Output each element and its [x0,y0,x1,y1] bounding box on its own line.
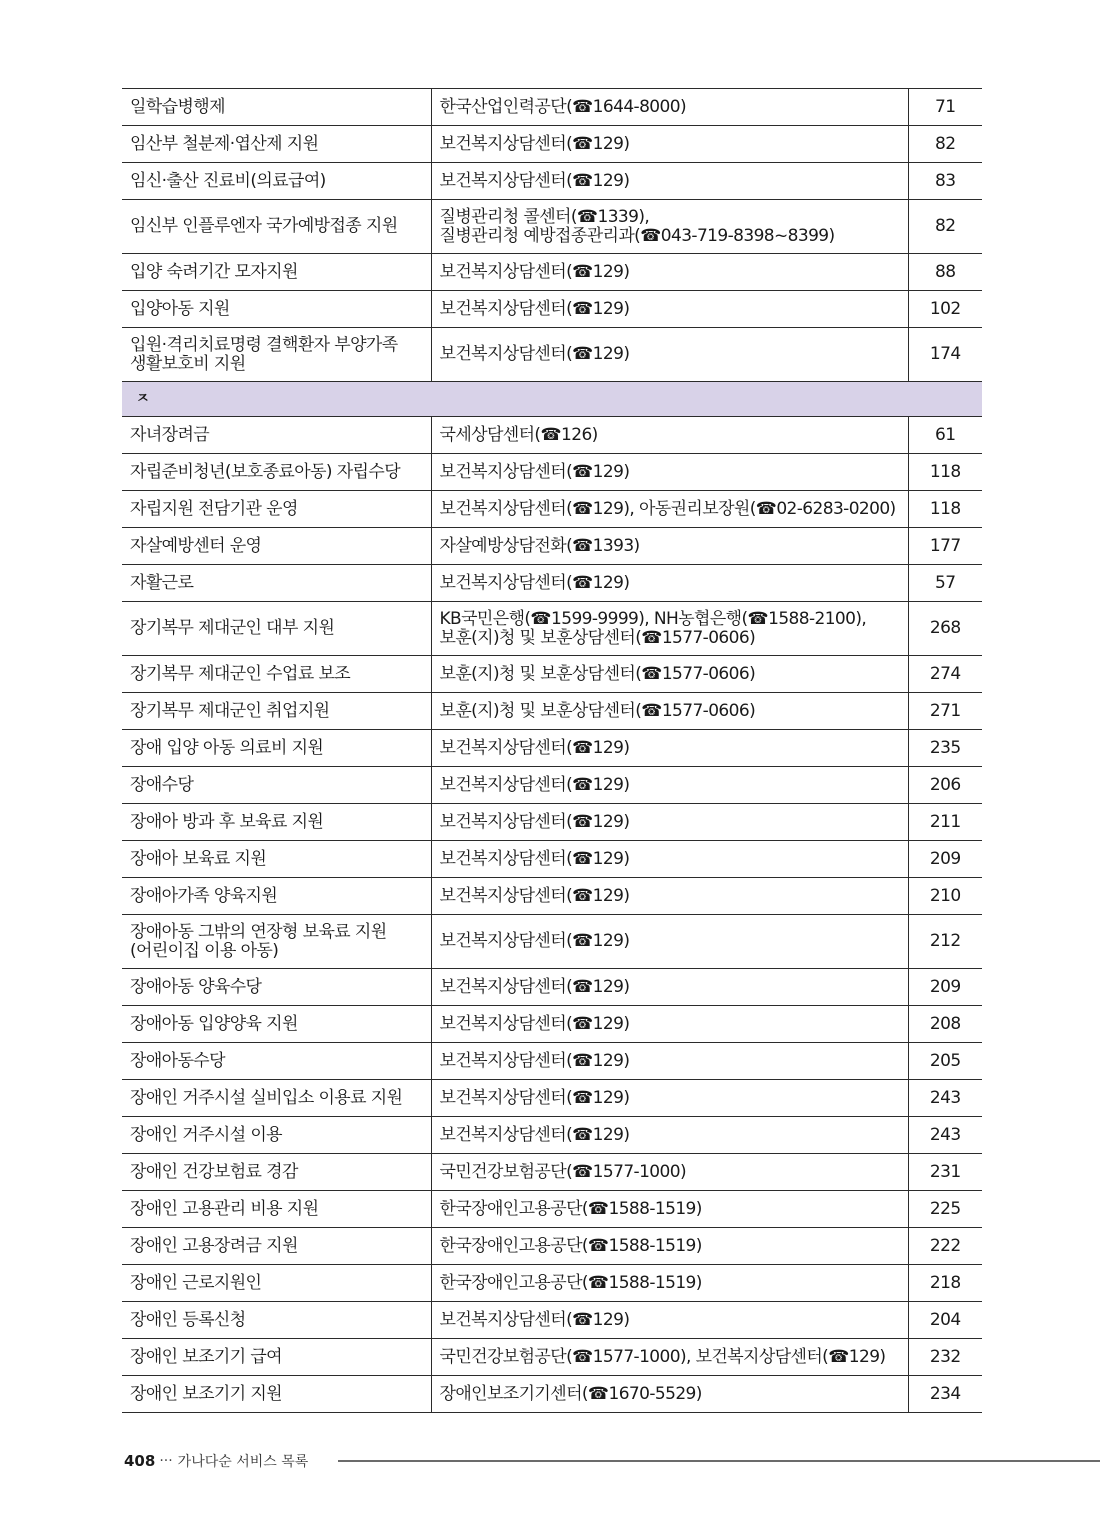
table-row [122,1265,982,1302]
service-name-line: 자살예방센터 운영 [130,535,262,556]
table-row [122,841,982,878]
contact-cell [431,730,908,767]
table-row [122,565,982,602]
contact-cell [431,1191,908,1228]
contact-cell [431,528,908,565]
table-row [122,417,982,454]
contact-cell [431,1080,908,1117]
table-row [122,878,982,915]
page-number-cell: 61 [908,417,982,454]
table-row [122,730,982,767]
contact-cell [431,841,908,878]
service-name-line: 장애아 보육료 지원 [130,848,267,869]
page-number-cell: 222 [908,1228,982,1265]
table-row [122,163,982,200]
contact-line: 보훈(지)청 및 보훈상담센터(☎1577-0606) [439,663,756,684]
contact-line: 보건복지상담센터(☎129) [439,1087,630,1108]
service-name-cell [122,417,431,454]
contact-cell [431,291,908,328]
service-name-line: 장애수당 [130,774,194,795]
contact-cell [431,878,908,915]
service-name-cell [122,915,431,969]
table-row [122,969,982,1006]
contact-line: 국민건강보험공단(☎1577-1000) [439,1161,686,1182]
contact-line: 보건복지상담센터(☎129) [439,976,630,997]
service-name-cell [122,1191,431,1228]
contact-line: 보건복지상담센터(☎129) [439,885,630,906]
page-number-cell: 102 [908,291,982,328]
service-name-line: 자립지원 전담기관 운영 [130,498,298,519]
service-name-line: 장애아 방과 후 보육료 지원 [130,811,324,832]
contact-cell [431,1302,908,1339]
contact-cell [431,1339,908,1376]
contact-line: 보건복지상담센터(☎129) [439,461,630,482]
service-name-cell [122,1154,431,1191]
service-name-cell [122,1228,431,1265]
service-name-line: 생활보호비 지원 [130,353,246,374]
page-number-cell: 232 [908,1339,982,1376]
contact-line: 보건복지상담센터(☎129) [439,298,630,319]
contact-line: 보건복지상담센터(☎129), 아동권리보장원(☎02-6283-0200) [439,498,896,519]
contact-cell [431,254,908,291]
service-name-cell [122,730,431,767]
service-name-line: 일학습병행제 [130,96,225,117]
page-number-cell: 268 [908,602,982,656]
contact-line: 보건복지상담센터(☎129) [439,811,630,832]
page-number-cell: 235 [908,730,982,767]
page-number-cell: 234 [908,1376,982,1413]
page-number-cell: 57 [908,565,982,602]
contact-cell [431,656,908,693]
section-header-row [122,382,982,417]
service-index-table [122,88,982,1413]
service-name-cell [122,1302,431,1339]
page-number-cell: 205 [908,1043,982,1080]
contact-line: 장애인보조기기센터(☎1670-5529) [439,1383,702,1404]
contact-cell [431,417,908,454]
page-number-cell: 118 [908,491,982,528]
service-name-cell [122,454,431,491]
service-name-cell [122,1376,431,1413]
contact-cell [431,163,908,200]
contact-cell [431,1043,908,1080]
service-name-cell [122,1043,431,1080]
contact-line: 한국산업인력공단(☎1644-8000) [439,96,686,117]
service-name-line: 자녀장려금 [130,424,210,445]
contact-cell [431,1228,908,1265]
contact-line: 보건복지상담센터(☎129) [439,1050,630,1071]
table-row [122,767,982,804]
page-number-cell: 274 [908,656,982,693]
page-footer [124,1451,308,1471]
contact-line: 국세상담센터(☎126) [439,424,598,445]
table-row [122,1154,982,1191]
contact-line: 보건복지상담센터(☎129) [439,133,630,154]
table-row [122,1006,982,1043]
contact-cell [431,915,908,969]
contact-cell [431,1154,908,1191]
page-number-cell: 211 [908,804,982,841]
service-name-line: 장애아동 그밖의 연장형 보육료 지원 [130,921,387,942]
contact-line: 보건복지상담센터(☎129) [439,1309,630,1330]
table-row [122,328,982,382]
page-number-cell: 225 [908,1191,982,1228]
contact-line: 자살예방상담전화(☎1393) [439,535,640,556]
page-number-cell: 88 [908,254,982,291]
page-number-cell: 82 [908,126,982,163]
contact-line: 질병관리청 콜센터(☎1339), [439,206,650,227]
table-row [122,1191,982,1228]
table-row [122,528,982,565]
contact-line: 보건복지상담센터(☎129) [439,261,630,282]
service-name-line: 입양아동 지원 [130,298,230,319]
table-row [122,1302,982,1339]
table-row [122,602,982,656]
contact-line: 보훈(지)청 및 보훈상담센터(☎1577-0606) [439,700,756,721]
section-header-label: ㅈ [122,382,982,417]
page-number-cell: 243 [908,1080,982,1117]
service-name-cell [122,126,431,163]
page-number-cell: 71 [908,89,982,126]
service-name-cell [122,1117,431,1154]
table-row [122,454,982,491]
table-row [122,89,982,126]
service-name-line: 장기복무 제대군인 대부 지원 [130,618,335,638]
table-row [122,1228,982,1265]
page-number-cell: 209 [908,841,982,878]
contact-cell [431,1376,908,1413]
service-name-cell [122,328,431,382]
service-name-line: 임신부 인플루엔자 국가예방접종 지원 [130,216,398,236]
contact-line: 한국장애인고용공단(☎1588-1519) [439,1198,702,1219]
service-name-line: 자립준비청년(보호종료아동) 자립수당 [130,461,401,482]
contact-cell [431,1006,908,1043]
table-row [122,693,982,730]
service-name-line: 임신·출산 진료비(의료급여) [130,170,326,191]
page-number-cell: 206 [908,767,982,804]
contact-cell [431,804,908,841]
page-number-cell: 204 [908,1302,982,1339]
contact-cell [431,767,908,804]
contact-line: 보건복지상담센터(☎129) [439,1124,630,1145]
contact-line: 보건복지상담센터(☎129) [439,344,630,364]
contact-line: 국민건강보험공단(☎1577-1000), 보건복지상담센터(☎129) [439,1346,886,1367]
contact-cell [431,1117,908,1154]
service-name-cell [122,878,431,915]
service-name-line: 자활근로 [130,572,194,593]
contact-cell [431,969,908,1006]
contact-cell [431,328,908,382]
table-row [122,915,982,969]
service-name-line: 임산부 철분제·엽산제 지원 [130,133,319,154]
service-name-cell [122,1080,431,1117]
page-number-cell: 212 [908,915,982,969]
service-name-cell [122,969,431,1006]
service-name-cell [122,693,431,730]
service-name-cell [122,602,431,656]
contact-cell [431,126,908,163]
contact-line: 한국장애인고용공단(☎1588-1519) [439,1235,702,1256]
service-name-line: 장애인 거주시설 이용 [130,1124,283,1145]
service-name-line: 장애인 건강보험료 경감 [130,1161,298,1182]
service-name-line: 입원·격리치료명령 결핵환자 부양가족 [130,334,398,355]
contact-line: 보건복지상담센터(☎129) [439,774,630,795]
service-name-line: 장애인 보조기기 급여 [130,1346,283,1367]
table-row [122,1339,982,1376]
page-number-cell: 243 [908,1117,982,1154]
service-name-cell [122,841,431,878]
page-number-cell: 210 [908,878,982,915]
contact-cell [431,89,908,126]
table-row [122,126,982,163]
contact-line: 보건복지상담센터(☎129) [439,737,630,758]
contact-cell [431,693,908,730]
contact-cell [431,565,908,602]
table-row [122,1376,982,1413]
service-name-line: 장애아동수당 [130,1050,225,1071]
contact-cell [431,602,908,656]
contact-line: KB국민은행(☎1599-9999), NH농협은행(☎1588-2100), [439,608,867,629]
contact-line: 보건복지상담센터(☎129) [439,170,630,191]
page-number-cell: 177 [908,528,982,565]
contact-line: 보건복지상담센터(☎129) [439,1013,630,1034]
service-name-line: 장애인 고용관리 비용 지원 [130,1198,319,1219]
contact-cell [431,200,908,254]
table-row [122,1117,982,1154]
service-name-line: 장애인 고용장려금 지원 [130,1235,298,1256]
page-number-cell: 118 [908,454,982,491]
page-number-cell: 82 [908,200,982,254]
contact-cell [431,454,908,491]
table-row [122,291,982,328]
footer-page-number: 408 [124,1452,156,1470]
table-body [122,89,982,1413]
service-name-cell [122,528,431,565]
contact-line: 보훈(지)청 및 보훈상담센터(☎1577-0606) [439,627,756,648]
service-name-cell [122,1265,431,1302]
contact-cell [431,491,908,528]
contact-cell [431,1265,908,1302]
service-name-cell [122,804,431,841]
service-name-line: 장애인 보조기기 지원 [130,1383,283,1404]
footer-title: 가나다순 서비스 목록 [177,1454,309,1470]
service-name-cell [122,291,431,328]
contact-line: 한국장애인고용공단(☎1588-1519) [439,1272,702,1293]
service-name-line: 장애아동 입양양육 지원 [130,1013,298,1034]
service-name-cell [122,89,431,126]
service-name-line: 장애인 거주시설 실비입소 이용료 지원 [130,1087,403,1108]
page-number-cell: 271 [908,693,982,730]
service-name-line: 장애아가족 양육지원 [130,885,278,906]
page-number-cell: 231 [908,1154,982,1191]
service-name-cell [122,767,431,804]
table-row [122,491,982,528]
service-name-cell [122,200,431,254]
table-row [122,1043,982,1080]
page-number-cell: 174 [908,328,982,382]
table-row [122,1080,982,1117]
page-number-cell: 218 [908,1265,982,1302]
service-name-cell [122,656,431,693]
service-name-cell [122,1006,431,1043]
contact-line: 보건복지상담센터(☎129) [439,848,630,869]
service-name-cell [122,163,431,200]
service-name-cell [122,1339,431,1376]
service-name-line: 장애 입양 아동 의료비 지원 [130,737,324,758]
contact-line: 보건복지상담센터(☎129) [439,572,630,593]
contact-line: 질병관리청 예방접종관리과(☎043-719-8398~8399) [439,225,835,246]
service-name-cell [122,254,431,291]
page-number-cell: 208 [908,1006,982,1043]
service-name-line: 장애아동 양육수당 [130,976,262,997]
table-row [122,254,982,291]
service-name-line: 장애인 등록신청 [130,1309,246,1330]
table-row [122,656,982,693]
service-name-cell [122,565,431,602]
service-name-line: 장기복무 제대군인 수업료 보조 [130,663,351,684]
service-name-cell [122,491,431,528]
footer-separator: ··· [159,1453,173,1469]
page-number-cell: 83 [908,163,982,200]
table-row [122,200,982,254]
service-name-line: 입양 숙려기간 모자지원 [130,261,298,282]
footer-rule [338,1460,1100,1462]
service-name-line: 장애인 근로지원인 [130,1272,262,1293]
page-number-cell: 209 [908,969,982,1006]
table-row [122,804,982,841]
service-name-line: 장기복무 제대군인 취업지원 [130,700,330,721]
service-name-line: (어린이집 이용 아동) [130,940,279,961]
contact-line: 보건복지상담센터(☎129) [439,931,630,951]
